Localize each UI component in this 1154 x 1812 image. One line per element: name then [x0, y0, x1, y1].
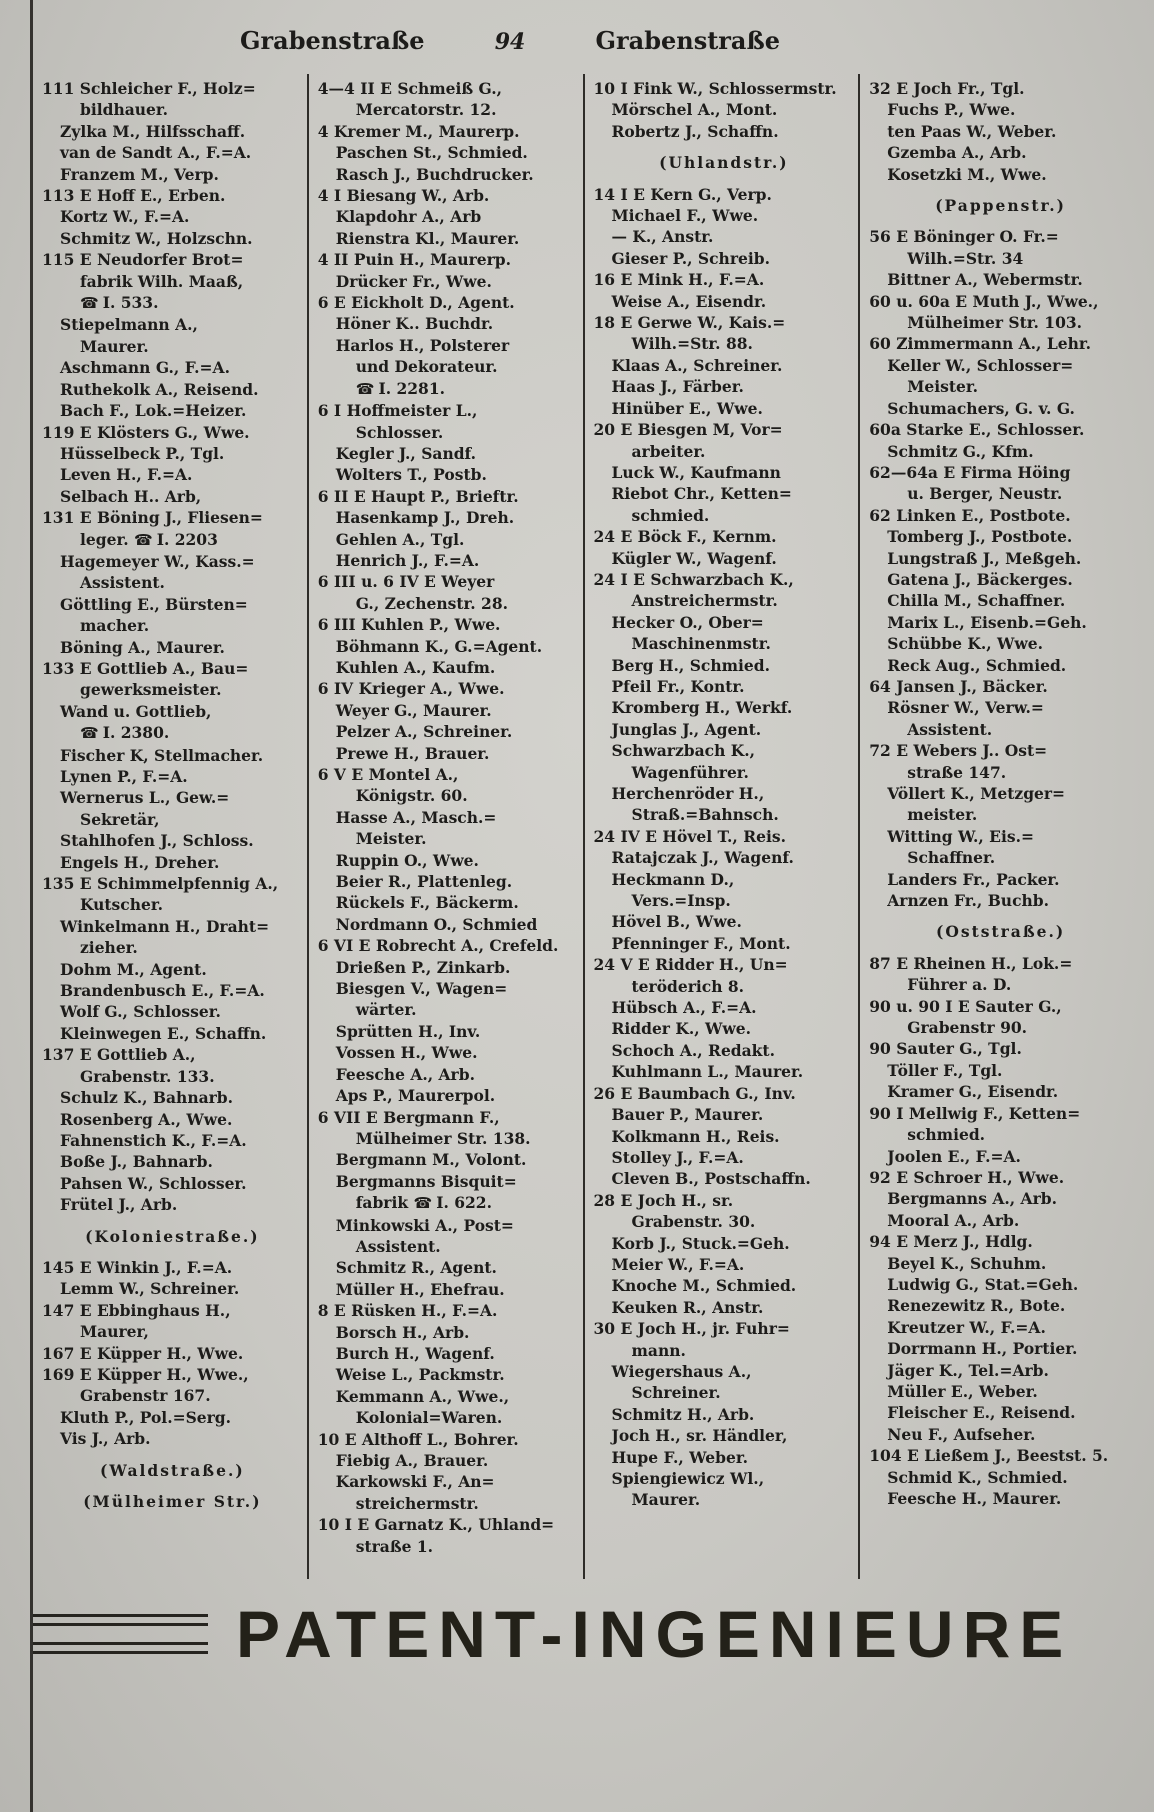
directory-line: Kromberg H., Werkf.	[611, 698, 793, 718]
directory-line: Maurer,	[80, 1322, 149, 1342]
directory-line	[318, 1192, 579, 1214]
directory-line	[42, 722, 303, 744]
directory-line: Klapdohr A., Arb	[335, 207, 482, 227]
directory-line: Spiengiewicz Wl.,	[611, 1469, 765, 1488]
directory-line: 6 V E Montel A.,	[317, 765, 459, 784]
directory-line: Schmitz G., Kfm.	[887, 441, 1034, 461]
directory-line: Kolonial=Waren.	[355, 1408, 503, 1428]
directory-line: Assistent.	[355, 1236, 441, 1256]
directory-line: Vis J., Arb.	[60, 1429, 151, 1449]
directory-line: Mülheimer Str. 138.	[355, 1128, 531, 1148]
directory-line: bildhauer.	[80, 100, 169, 120]
directory-line: Mörschel A., Mont.	[611, 100, 778, 120]
directory-line: Reck Aug., Schmied.	[887, 655, 1067, 675]
directory-line: 137 E Gottlieb A.,	[42, 1045, 196, 1065]
directory-line: Gzemba A., Arb.	[887, 143, 1027, 163]
directory-line: Riebot Chr., Ketten=	[611, 484, 792, 504]
directory-line: teröderich 8.	[631, 976, 745, 996]
page-number: 94	[494, 29, 526, 55]
directory-line: u. Berger, Neustr.	[907, 484, 1063, 504]
directory-line: 6 E Eickholt D., Agent.	[317, 293, 515, 313]
directory-line-text: fabrik	[355, 1193, 414, 1213]
street-heading: (Pappenstr.)	[935, 196, 1067, 216]
directory-line: Fuchs P., Wwe.	[887, 100, 1016, 120]
directory-line: fabrik Wilh. Maaß,	[80, 271, 244, 291]
directory-line: Müller H., Ehefrau.	[335, 1279, 505, 1299]
directory-line: Sekretär,	[80, 809, 160, 829]
directory-line: 104 E Ließem J., Beestst. 5.	[869, 1446, 1109, 1466]
directory-line: Borsch H., Arb.	[335, 1322, 470, 1342]
directory-line: Keller W., Schlosser=	[887, 355, 1074, 375]
directory-line: Heckmann D.,	[611, 869, 735, 889]
directory-line: Witting W., Eis.=	[887, 826, 1034, 846]
directory-line	[318, 378, 579, 400]
directory-line: Vossen H., Wwe.	[335, 1043, 478, 1063]
directory-line: und Dekorateur.	[355, 357, 498, 377]
directory-line-text: leger.	[80, 529, 134, 549]
phone-number-text: I. 2380.	[102, 723, 170, 743]
directory-line: Wilh.=Str. 34	[907, 248, 1024, 268]
directory-line: 111 Schleicher F., Holz=	[42, 79, 256, 98]
directory-line: 169 E Küpper H., Wwe.,	[42, 1364, 249, 1384]
directory-line: 16 E Mink H., F.=A.	[593, 270, 765, 290]
directory-line: Fiebig A., Brauer.	[335, 1451, 489, 1470]
directory-line: Luck W., Kaufmann	[611, 462, 781, 482]
directory-line: Boße J., Bahnarb.	[60, 1152, 213, 1172]
directory-line: Böning A., Maurer.	[60, 637, 225, 657]
directory-line: 30 E Joch H., jr. Fuhr=	[593, 1319, 790, 1339]
directory-line: 18 E Gerwe W., Kais.=	[593, 313, 786, 333]
directory-line: 64 Jansen J., Bäcker.	[869, 676, 1048, 696]
directory-line: 10 E Althoff L., Bohrer.	[317, 1429, 519, 1449]
directory-line: Müller E., Weber.	[887, 1381, 1038, 1401]
directory-line: Beier R., Plattenleg.	[335, 872, 513, 892]
directory-line: Schübbe K., Wwe.	[887, 634, 1044, 654]
directory-line: Bittner A., Webermstr.	[887, 270, 1083, 290]
directory-line: Feesche H., Maurer.	[887, 1489, 1062, 1508]
advert-banner-text: PATENT-INGENIEURE	[236, 1597, 1073, 1671]
directory-line: 4 Kremer M., Maurerp.	[317, 121, 520, 141]
directory-line: Ludwig G., Stat.=Geh.	[887, 1274, 1079, 1294]
directory-line: Pahsen W., Schlosser.	[60, 1173, 247, 1193]
directory-line: Hasenkamp J., Dreh.	[335, 508, 515, 528]
directory-line: Arnzen Fr., Buchb.	[887, 891, 1050, 911]
directory-line: Engels H., Dreher.	[60, 852, 220, 872]
directory-line: 56 E Böninger O. Fr.=	[869, 227, 1059, 247]
directory-line: Gatena J., Bäckerges.	[887, 569, 1073, 589]
directory-line: 60a Starke E., Schlosser.	[869, 420, 1085, 440]
page-footer	[33, 1596, 1124, 1672]
directory-line: Bauer P., Maurer.	[611, 1105, 764, 1125]
directory-line: Feesche A., Arb.	[335, 1064, 475, 1084]
directory-line: Führer a. D.	[907, 975, 1012, 995]
directory-line: Drücker Fr., Wwe.	[335, 271, 492, 291]
directory-line: Fahnenstich K., F.=A.	[60, 1130, 247, 1150]
directory-line: Lynen P., F.=A.	[60, 767, 188, 786]
directory-line: Pfenninger F., Mont.	[611, 933, 791, 953]
directory-line: Meister.	[355, 829, 427, 849]
directory-line: Kemmann A., Wwe.,	[335, 1386, 510, 1406]
directory-columns	[33, 74, 1136, 1579]
directory-line: Landers Fr., Packer.	[887, 869, 1060, 889]
directory-line: Kramer G., Eisendr.	[887, 1082, 1059, 1102]
directory-line: Schmitz H., Arb.	[611, 1404, 755, 1424]
directory-line: 6 VII E Bergmann F.,	[317, 1107, 500, 1127]
directory-line: 6 I Hoffmeister L.,	[317, 401, 478, 421]
directory-line: 131 E Böning J., Fliesen=	[42, 508, 263, 528]
directory-line: 92 E Schroer H., Wwe.	[869, 1167, 1065, 1187]
directory-line: Töller F., Tgl.	[887, 1060, 1003, 1080]
directory-line: 60 u. 60a E Muth J., Wwe.,	[869, 291, 1099, 311]
directory-line: wärter.	[355, 1000, 417, 1020]
directory-line: Weise A., Eisendr.	[611, 291, 767, 311]
directory-line: Böhmann K., G.=Agent.	[335, 636, 543, 656]
directory-line: 90 Sauter G., Tgl.	[869, 1039, 1022, 1059]
directory-line: Wagenführer.	[631, 762, 749, 782]
directory-line: 10 I Fink W., Schlossermstr.	[593, 79, 837, 98]
directory-line: Haas J., Färber.	[611, 377, 744, 397]
directory-line: Aps P., Maurerpol.	[335, 1086, 496, 1106]
directory-line: 6 III Kuhlen P., Wwe.	[317, 615, 501, 635]
street-heading: (Uhlandstr.)	[659, 153, 789, 173]
directory-line: Wolters T., Postb.	[335, 465, 487, 485]
phone-icon: ☎	[355, 379, 375, 398]
directory-line: Wiegershaus A.,	[611, 1361, 752, 1381]
directory-line: Schwarzbach K.,	[611, 741, 756, 761]
directory-line: 4—4 II E Schmeiß G.,	[317, 79, 503, 98]
directory-line: Drießen P., Zinkarb.	[335, 957, 511, 977]
directory-line: Gehlen A., Tgl.	[335, 529, 465, 549]
directory-line: 26 E Baumbach G., Inv.	[593, 1083, 796, 1103]
directory-line: Weyer G., Maurer.	[335, 700, 492, 720]
directory-line: Jäger K., Tel.=Arb.	[887, 1360, 1049, 1380]
directory-line: Ridder K., Wwe.	[611, 1019, 752, 1039]
directory-line: 167 E Küpper H., Wwe.	[42, 1343, 244, 1363]
directory-line: Assistent.	[907, 719, 993, 739]
directory-line: 14 I E Kern G., Verp.	[593, 184, 772, 204]
directory-line: 135 E Schimmelpfennig A.,	[42, 874, 279, 894]
directory-line: Anstreichermstr.	[631, 591, 778, 611]
phone-icon: ☎	[80, 294, 99, 313]
directory-line: Assistent.	[80, 573, 165, 593]
directory-line: Schulz K., Bahnarb.	[60, 1088, 234, 1108]
directory-line: 8 E Rüsken H., F.=A.	[317, 1301, 498, 1321]
street-heading: (Oststraße.)	[936, 922, 1066, 942]
directory-line: Göttling E., Bürsten=	[60, 594, 248, 614]
directory-line: Meister.	[907, 377, 979, 397]
directory-line: Paschen St., Schmied.	[335, 143, 528, 163]
directory-line: Bergmanns A., Arb.	[887, 1189, 1057, 1209]
directory-line: Pelzer A., Schreiner.	[335, 722, 513, 742]
directory-line: 90 I Mellwig F., Ketten=	[869, 1103, 1081, 1123]
directory-line: Kreutzer W., F.=A.	[887, 1317, 1046, 1337]
directory-line: Mooral A., Arb.	[887, 1210, 1020, 1230]
directory-line: Mülheimer Str. 103.	[907, 313, 1083, 333]
column-2	[309, 74, 585, 1579]
directory-line: Maschinenmstr.	[631, 634, 771, 654]
directory-line: Frütel J., Arb.	[60, 1195, 178, 1215]
directory-line: Kuhlmann L., Maurer.	[611, 1062, 804, 1082]
directory-line: 4 II Puin H., Maurerp.	[317, 250, 512, 270]
directory-line: Korb J., Stuck.=Geh.	[611, 1233, 790, 1253]
directory-line: Bergmanns Bisquit=	[335, 1171, 517, 1191]
phone-number-text: I. 2203	[156, 529, 218, 549]
directory-line: streichermstr.	[355, 1493, 479, 1513]
directory-line: Kutscher.	[80, 895, 163, 915]
directory-line: Joolen E., F.=A.	[887, 1146, 1021, 1166]
directory-line: straße 147.	[907, 762, 1007, 782]
directory-line: Junglas J., Agent.	[611, 719, 762, 739]
double-rule	[33, 1614, 208, 1626]
directory-line: Franzem M., Verp.	[60, 164, 219, 184]
directory-line: Ratajczak J., Wagenf.	[611, 848, 794, 868]
directory-line: zieher.	[80, 938, 138, 958]
column-1	[33, 74, 309, 1579]
directory-line: Schreiner.	[631, 1383, 721, 1403]
directory-line: 62 Linken E., Postbote.	[869, 505, 1071, 525]
directory-line	[42, 529, 303, 551]
directory-line: ten Paas W., Weber.	[887, 121, 1057, 141]
directory-line: 90 u. 90 I E Sauter G.,	[869, 996, 1062, 1016]
directory-line: arbeiter.	[631, 441, 706, 461]
directory-line: Hagemeyer W., Kass.=	[60, 551, 255, 571]
directory-line: Gieser P., Schreib.	[611, 248, 770, 268]
directory-line: Hasse A., Masch.=	[335, 807, 497, 827]
directory-line: schmied.	[631, 505, 710, 525]
directory-line: Stolley J., F.=A.	[611, 1147, 744, 1167]
directory-line: Nordmann O., Schmied	[335, 914, 538, 934]
directory-line: 119 E Klösters G., Wwe.	[42, 422, 250, 442]
directory-line: Sprütten H., Inv.	[335, 1021, 481, 1041]
directory-line: 6 II E Haupt P., Brieftr.	[317, 486, 519, 506]
directory-line	[42, 292, 303, 314]
street-heading: (Koloniestraße.)	[85, 1226, 260, 1246]
directory-line: 6 III u. 6 IV E Weyer	[317, 572, 495, 592]
directory-line: Keuken R., Anstr.	[611, 1297, 764, 1317]
directory-line: Schlosser.	[355, 422, 444, 442]
directory-line: 32 E Joch Fr., Tgl.	[869, 79, 1025, 98]
directory-line: Minkowski A., Post=	[335, 1215, 514, 1235]
directory-line: Höner K.. Buchdr.	[335, 314, 494, 334]
directory-line: Schumachers, G. v. G.	[887, 398, 1075, 418]
street-name-right: Grabenstraße	[595, 26, 780, 55]
directory-line: Wand u. Gottlieb,	[60, 701, 212, 721]
directory-line: Marix L., Eisenb.=Geh.	[887, 612, 1087, 632]
directory-line: mann.	[631, 1340, 686, 1360]
phone-number-text: I. 2281.	[378, 378, 446, 398]
directory-line: Bergmann M., Volont.	[335, 1150, 527, 1170]
directory-line: Wolf G., Schlosser.	[60, 1002, 221, 1022]
directory-line: Hecker O., Ober=	[611, 612, 764, 632]
directory-line: 115 E Neudorfer Brot=	[42, 250, 244, 270]
directory-line: Grabenstr 90.	[907, 1018, 1028, 1038]
directory-line: Rösner W., Verw.=	[887, 698, 1044, 718]
directory-line: Tomberg J., Postbote.	[887, 527, 1073, 547]
directory-line: Königstr. 60.	[355, 786, 468, 806]
directory-line: Schmitz W., Holzschn.	[60, 228, 253, 248]
directory-line: Grabenstr. 30.	[631, 1212, 756, 1232]
directory-line: Grabenstr. 133.	[80, 1066, 215, 1086]
directory-line: Stiepelmann A.,	[60, 315, 198, 335]
directory-line: Kortz W., F.=A.	[60, 207, 190, 227]
directory-line: Berg H., Schmied.	[611, 655, 770, 675]
directory-line: Dorrmann H., Portier.	[887, 1339, 1078, 1359]
directory-line: schmied.	[907, 1125, 986, 1145]
directory-line: Rienstra Kl., Maurer.	[335, 228, 520, 248]
phone-icon: ☎	[80, 724, 99, 743]
directory-line: Hübsch A., F.=A.	[611, 998, 757, 1018]
directory-line: Bach F., Lok.=Heizer.	[60, 401, 247, 421]
directory-line: G., Zechenstr. 28.	[355, 593, 509, 613]
directory-line: 24 I E Schwarzbach K.,	[593, 569, 794, 589]
directory-line: Ruthekolk A., Reisend.	[60, 379, 259, 399]
directory-line: Joch H., sr. Händler,	[611, 1426, 788, 1446]
directory-line: Kegler J., Sandf.	[335, 443, 477, 463]
directory-line: Hövel B., Wwe.	[611, 912, 742, 932]
directory-line: Maurer.	[80, 336, 149, 356]
directory-line: Prewe H., Brauer.	[335, 743, 490, 763]
directory-line: 147 E Ebbinghaus H.,	[42, 1300, 231, 1320]
directory-line: Vers.=Insp.	[631, 891, 731, 911]
directory-line: Klaas A., Schreiner.	[611, 355, 783, 375]
phone-icon: ☎	[134, 530, 153, 549]
directory-line: Kluth P., Pol.=Serg.	[60, 1407, 232, 1427]
directory-line: Beyel K., Schuhm.	[887, 1253, 1047, 1273]
directory-line: Robertz J., Schaffn.	[611, 121, 779, 141]
directory-line: macher.	[80, 616, 150, 636]
directory-line: 72 E Webers J.. Ost=	[869, 741, 1048, 761]
directory-line: Ruppin O., Wwe.	[335, 850, 479, 870]
directory-line: Aschmann G., F.=A.	[60, 358, 230, 378]
directory-line: 10 I E Garnatz K., Uhland=	[317, 1515, 555, 1535]
directory-line: Grabenstr 167.	[80, 1386, 211, 1406]
directory-line: Fischer K, Stellmacher.	[60, 745, 264, 765]
directory-line: Chilla M., Schaffner.	[887, 591, 1066, 611]
directory-line: Burch H., Wagenf.	[335, 1343, 495, 1363]
phone-number-text: I. 533.	[102, 293, 159, 313]
directory-line: Rasch J., Buchdrucker.	[335, 164, 534, 184]
directory-line: 6 VI E Robrecht A., Crefeld.	[317, 936, 559, 956]
directory-line: Leven H., F.=A.	[60, 465, 193, 485]
directory-line: Rosenberg A., Wwe.	[60, 1109, 233, 1129]
directory-line: 145 E Winkin J., F.=A.	[42, 1257, 233, 1277]
page-header	[240, 26, 780, 55]
directory-line: 113 E Hoff E., Erben.	[42, 186, 226, 206]
directory-line: Rückels F., Bäckerm.	[335, 893, 519, 913]
directory-line: Weise L., Packmstr.	[335, 1365, 505, 1385]
directory-line: Pfeil Fr., Kontr.	[611, 676, 745, 696]
directory-line: Zylka M., Hilfsschaff.	[60, 121, 246, 141]
directory-line: Fleischer E., Reisend.	[887, 1403, 1076, 1423]
directory-line: — K., Anstr.	[611, 227, 714, 247]
directory-line: Michael F., Wwe.	[611, 206, 759, 226]
directory-line: Kuhlen A., Kaufm.	[335, 657, 496, 677]
double-rule-block	[33, 1598, 208, 1670]
directory-line: 4 I Biesang W., Arb.	[317, 186, 490, 206]
directory-line: Hinüber E., Wwe.	[611, 398, 763, 418]
directory-line: Lungstraß J., Meßgeh.	[887, 548, 1082, 568]
directory-line: 24 E Böck F., Kernm.	[593, 527, 777, 547]
directory-line: 24 IV E Hövel T., Reis.	[593, 826, 786, 846]
column-4	[860, 74, 1136, 1579]
directory-line: 28 E Joch H., sr.	[593, 1190, 734, 1210]
directory-line: gewerksmeister.	[80, 680, 222, 700]
directory-line: Schmid K., Schmied.	[887, 1467, 1068, 1487]
directory-line: Kleinwegen E., Schaffn.	[60, 1023, 267, 1043]
directory-line: Meier W., F.=A.	[611, 1254, 745, 1274]
directory-line: Cleven B., Postschaffn.	[611, 1169, 811, 1189]
column-3	[585, 74, 861, 1579]
directory-line: 62—64a E Firma Höing	[869, 462, 1071, 482]
directory-line: Hüsselbeck P., Tgl.	[60, 443, 225, 463]
directory-line: 94 E Merz J., Hdlg.	[869, 1232, 1033, 1252]
directory-line: Kolkmann H., Reis.	[611, 1126, 780, 1146]
directory-line: Biesgen V., Wagen=	[335, 979, 508, 999]
phone-number-text: I. 622.	[436, 1193, 492, 1213]
directory-line: Straß.=Bahnsch.	[631, 805, 779, 825]
double-rule	[33, 1642, 208, 1654]
directory-line: Mercatorstr. 12.	[355, 100, 497, 120]
directory-line: Selbach H.. Arb,	[60, 486, 202, 506]
directory-line: Harlos H., Polsterer	[335, 335, 510, 355]
directory-line: Schmitz R., Agent.	[335, 1258, 497, 1278]
directory-line: 133 E Gottlieb A., Bau=	[42, 658, 249, 678]
directory-line: Schaffner.	[907, 848, 996, 868]
directory-line: 60 Zimmermann A., Lehr.	[869, 334, 1092, 354]
directory-line: Karkowski F., An=	[335, 1472, 495, 1492]
directory-line: Herchenröder H.,	[611, 784, 765, 803]
directory-line: Wilh.=Str. 88.	[631, 334, 753, 354]
directory-line: 24 V E Ridder H., Un=	[593, 955, 788, 975]
street-heading: (Mülheimer Str.)	[83, 1492, 262, 1511]
directory-line: Maurer.	[631, 1490, 701, 1510]
directory-line: 20 E Biesgen M, Vor=	[593, 420, 783, 440]
street-heading: (Waldstraße.)	[100, 1460, 245, 1480]
directory-line: van de Sandt A., F.=A.	[60, 143, 252, 163]
directory-line: Brandenbusch E., F.=A.	[60, 981, 265, 1001]
directory-line: Schoch A., Redakt.	[611, 1040, 775, 1060]
directory-line: Lemm W., Schreiner.	[60, 1279, 240, 1299]
directory-line: Winkelmann H., Draht=	[60, 916, 270, 936]
directory-line: 6 IV Krieger A., Wwe.	[317, 679, 505, 699]
directory-line: Hupe F., Weber.	[611, 1447, 748, 1467]
directory-line: Renezewitz R., Bote.	[887, 1296, 1066, 1316]
directory-line: Neu F., Aufseher.	[887, 1424, 1036, 1444]
directory-line: Kosetzki M., Wwe.	[887, 164, 1047, 184]
directory-line: meister.	[907, 805, 978, 825]
directory-line: Kügler W., Wagenf.	[611, 548, 777, 568]
directory-line: straße 1.	[355, 1536, 434, 1556]
street-name-left: Grabenstraße	[240, 26, 425, 55]
directory-line: Dohm M., Agent.	[60, 959, 207, 979]
directory-line: Stahlhofen J., Schloss.	[60, 831, 254, 851]
directory-line: Knoche M., Schmied.	[611, 1276, 797, 1296]
directory-line: Wernerus L., Gew.=	[60, 788, 230, 808]
directory-line: Völlert K., Metzger=	[887, 784, 1066, 803]
phone-icon: ☎	[413, 1194, 433, 1213]
directory-line: 87 E Rheinen H., Lok.=	[869, 953, 1073, 973]
directory-line: Henrich J., F.=A.	[335, 550, 480, 570]
